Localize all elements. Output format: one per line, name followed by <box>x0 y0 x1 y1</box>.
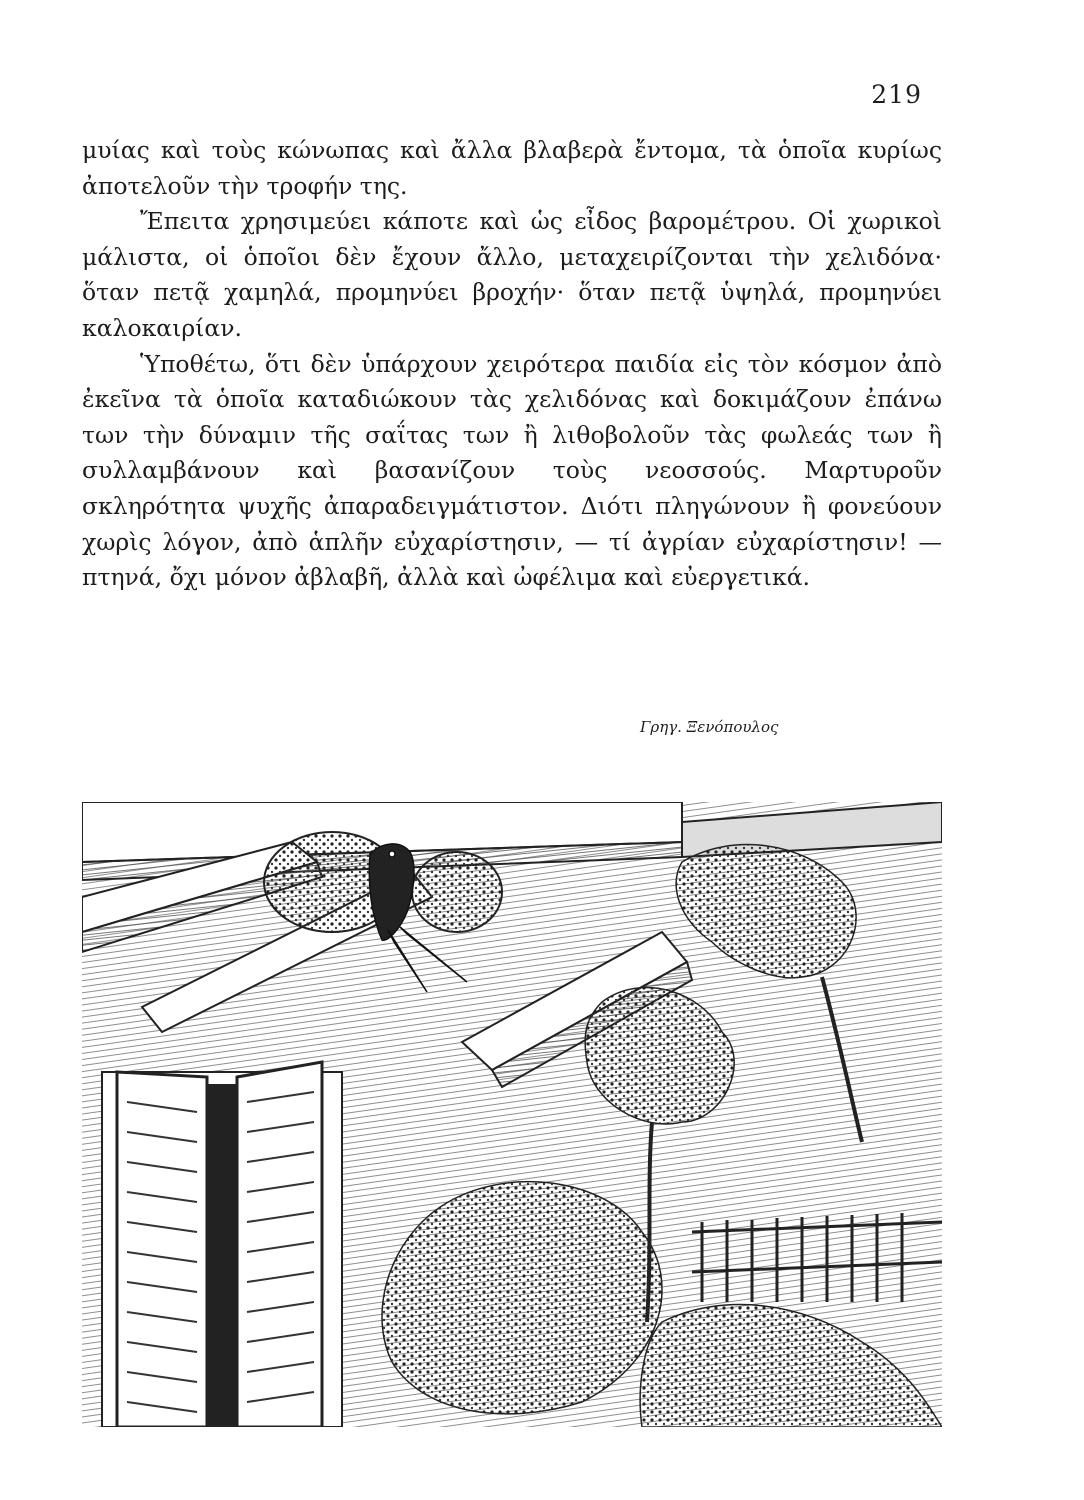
page-number: 219 <box>871 80 922 109</box>
body-text <box>82 133 942 596</box>
window-shutters <box>102 1062 342 1427</box>
swallow-nest-illustration <box>82 802 942 1427</box>
paragraph: μυίας καὶ τοὺς κώνωπας καὶ ἄλλα βλαβερὰ ἔντομα, τὰ ὁποῖα κυρίως ἀποτελοῦν τὴν τροφήν της. <box>82 136 942 200</box>
author-signature: Γρηγ. Ξενόπουλος <box>640 718 779 736</box>
paragraph: Ἔπειτα χρησιμεύει κάποτε καὶ ὡς εἶδος βαρομέτρου. Οἱ χωρικοὶ μάλιστα, οἱ ὁποῖοι δὲν ἔχουν ἄλλο, μεταχειρίζονται τὴν χελιδόνα· ὅταν πετᾷ χαμηλά, προμηνύει βροχήν· ὅταν πετᾷ ὑψηλά, προμηνύει καλοκαιρίαν. <box>82 207 942 342</box>
paragraph: Ὑποθέτω, ὅτι δὲν ὑπάρχουν χειρότερα παιδία εἰς τὸν κόσμον ἀπὸ ἐκεῖνα τὰ ὁποῖα καταδιώκουν τὰς χελιδόνας καὶ δοκιμάζουν ἐπάνω των τὴν δύναμιν τῆς σαΐτας των ἢ λιθοβολοῦν τὰς φωλεάς των ἢ συλλαμβάνουν καὶ βασανίζουν τοὺς νεοσσούς. Μαρτυροῦν σκληρότητα ψυχῆς ἀπαραδειγμάτιστον. Διότι πληγώνουν ἢ φονεύουν χωρὶς λόγον, ἀπὸ ἁπλῆν εὐχαρίστησιν, — τί ἀγρίαν εὐχαρίστησιν! — πτηνά, ὄχι μόνον ἀβλαβῆ, ἀλλὰ καὶ ὠφέλιμα καὶ εὐεργετικά. <box>82 349 942 592</box>
